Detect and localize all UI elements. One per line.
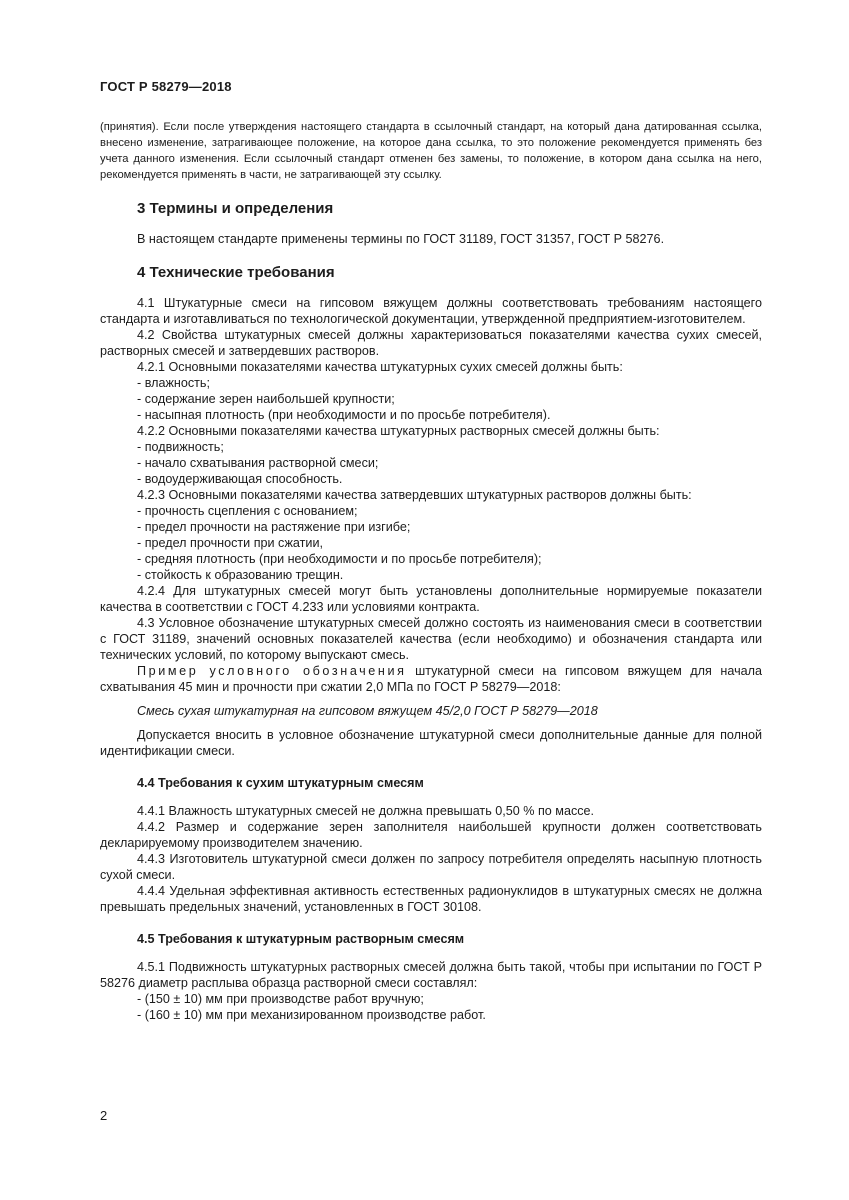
example-note: Допускается вносить в условное обозначение штукатурной смеси дополнительные данные для полной идентификации смеси. bbox=[100, 728, 762, 758]
paragraph-4-2-3: 4.2.3 Основными показателями качества затвердевших штукатурных растворов должны быть: bbox=[137, 488, 692, 502]
list-item: - прочность сцепления с основанием; bbox=[137, 504, 358, 518]
paragraph-4-2: 4.2 Свойства штукатурных смесей должны характеризоваться показателями качества сухих смесей, растворных смесей и затвердевших растворов. bbox=[100, 328, 762, 358]
list-item: - насыпная плотность (при необходимости и по просьбе потребителя). bbox=[137, 408, 551, 422]
example-designation: Смесь сухая штукатурная на гипсовом вяжущем 45/2,0 ГОСТ Р 58279—2018 bbox=[137, 704, 598, 718]
paragraph-4-4-4: 4.4.4 Удельная эффективная активность естественных радионуклидов в штукатурных смесях не должна превышать предельных значений, установленных в ГОСТ 30108. bbox=[100, 884, 762, 914]
lead-block bbox=[100, 119, 762, 183]
list-item: - (150 ± 10) мм при производстве работ вручную; bbox=[137, 992, 424, 1006]
lead-paragraph: (принятия). Если после утверждения настоящего стандарта в ссылочный стандарт, на который дана датированная ссылка, внесено изменение, затрагивающее положение, на которое дана ссылка, то это положение рекомендуется применять без учета данного изменения. Если ссылочный стандарт отменен без замены, то положение, в котором дана ссылка на него, рекомендуется применять в части, не затрагивающей эту ссылку. bbox=[100, 121, 762, 181]
section-4-5-heading: 4.5 Требования к штукатурным растворным смесям bbox=[137, 932, 465, 946]
paragraph-4-1: 4.1 Штукатурные смеси на гипсовом вяжущем должны соответствовать требованиям настоящего стандарта и изготавливаться по технологической документации, утвержденной предприятием-изготовителем. bbox=[100, 296, 762, 326]
paragraph-4-4-2: 4.4.2 Размер и содержание зерен заполнителя наибольшей крупности должен соответствовать декларируемому производителем значению. bbox=[100, 820, 762, 850]
list-item: - предел прочности на растяжение при изгибе; bbox=[137, 520, 411, 534]
page-content bbox=[100, 119, 762, 1023]
paragraph-4-2-2: 4.2.2 Основными показателями качества штукатурных растворных смесей должны быть: bbox=[137, 424, 660, 438]
list-item: - стойкость к образованию трещин. bbox=[137, 568, 344, 582]
document-header: ГОСТ Р 58279—2018 bbox=[100, 79, 232, 94]
section-4-heading: 4 Технические требования bbox=[137, 264, 335, 281]
paragraph-4-2-1: 4.2.1 Основными показателями качества штукатурных сухих смесей должны быть: bbox=[137, 360, 623, 374]
section-3-heading: 3 Термины и определения bbox=[137, 200, 334, 217]
list-item: - предел прочности при сжатии, bbox=[137, 536, 323, 550]
list-item: - (160 ± 10) мм при механизированном производстве работ. bbox=[137, 1008, 486, 1022]
paragraph-4-3: 4.3 Условное обозначение штукатурных смесей должно состоять из наименования смеси в соответствии с ГОСТ 31189, значений основных показателей качества (если необходимо) и обозначения стандарта или технических условий, по которому выпускают смесь. bbox=[100, 616, 762, 662]
list-item: - подвижность; bbox=[137, 440, 224, 454]
paragraph-4-4-3: 4.4.3 Изготовитель штукатурной смеси должен по запросу потребителя определять насыпную плотность сухой смеси. bbox=[100, 852, 762, 882]
section-3-text: В настоящем стандарте применены термины по ГОСТ 31189, ГОСТ 31357, ГОСТ Р 58276. bbox=[137, 232, 665, 246]
page-number: 2 bbox=[100, 1108, 108, 1123]
paragraph-4-2-4: 4.2.4 Для штукатурных смесей могут быть установлены дополнительные нормируемые показатели качества в соответствии с ГОСТ 4.233 или условиями контракта. bbox=[100, 584, 762, 614]
paragraph-4-4-1: 4.4.1 Влажность штукатурных смесей не должна превышать 0,50 % по массе. bbox=[137, 804, 595, 818]
list-item: - содержание зерен наибольшей крупности; bbox=[137, 392, 395, 406]
list-item: - средняя плотность (при необходимости и по просьбе потребителя); bbox=[137, 552, 542, 566]
list-item: - начало схватывания растворной смеси; bbox=[137, 456, 379, 470]
list-item: - влажность; bbox=[137, 376, 210, 390]
section-4-4-heading: 4.4 Требования к сухим штукатурным смесям bbox=[137, 776, 424, 790]
example-paragraph bbox=[100, 663, 762, 695]
example-text: штукатурной смеси на гипсовом вяжущем для начала схватывания 45 мин и прочности при сжатии 2,0 МПа по ГОСТ Р 58279—2018: bbox=[100, 664, 762, 694]
example-label: Пример условного обозначения bbox=[137, 664, 407, 678]
paragraph-4-5-1: 4.5.1 Подвижность штукатурных растворных смесей должна быть такой, чтобы при испытании по ГОСТ Р 58276 диаметр расплыва образца растворной смеси составлял: bbox=[100, 960, 762, 990]
list-item: - водоудерживающая способность. bbox=[137, 472, 343, 486]
